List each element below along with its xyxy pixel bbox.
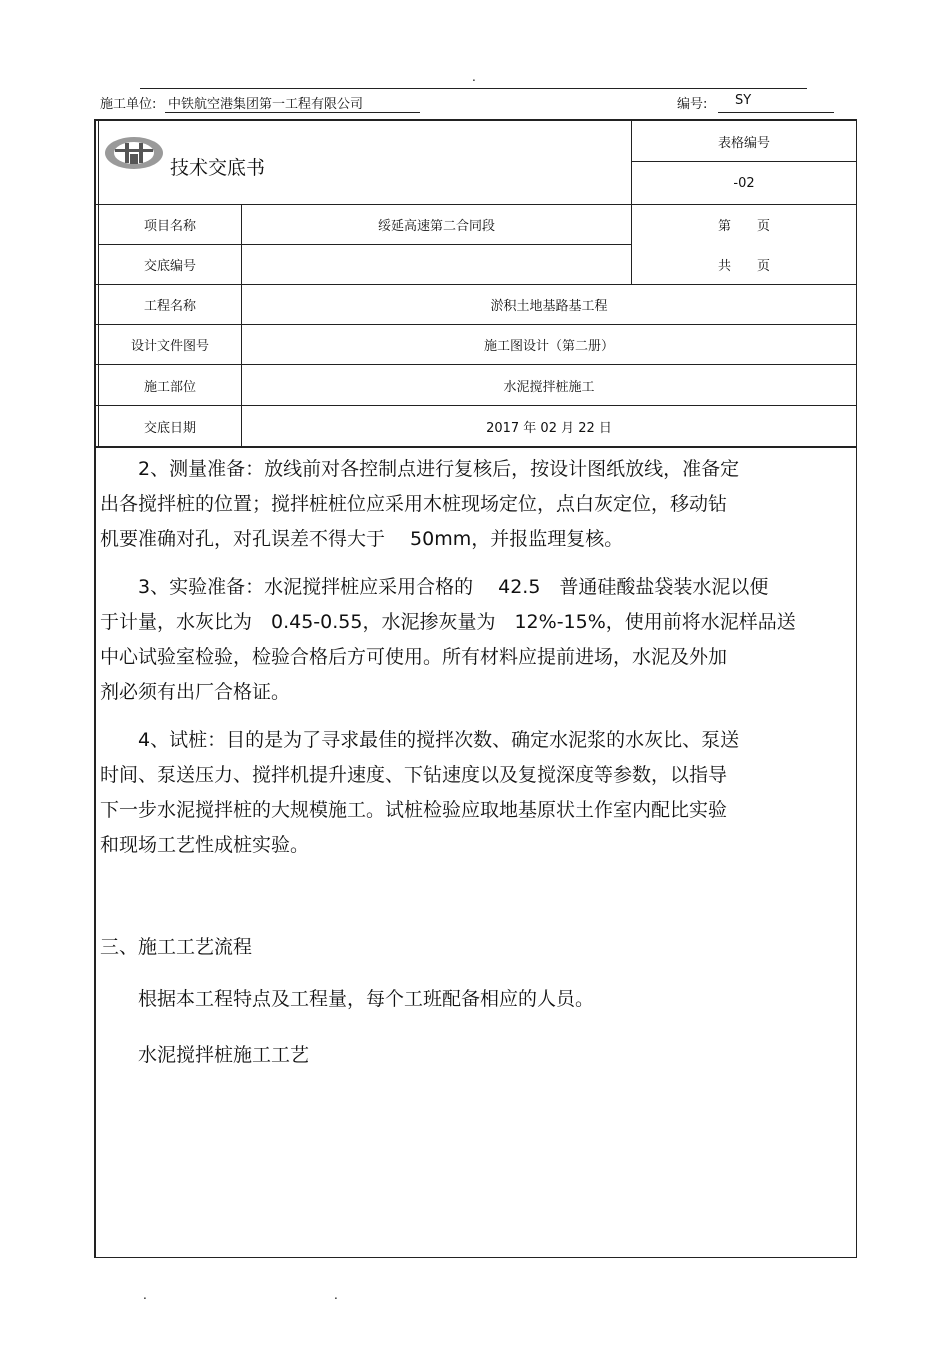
row-value-engineering-name: 淤积土地基路基工程 xyxy=(490,299,608,314)
total-pages-label: 共 页 xyxy=(717,259,770,274)
row-label-briefing-no: 交底编号 xyxy=(143,259,196,274)
text-line: 水泥搅拌桩施工工艺 xyxy=(100,1044,310,1066)
frame-bottom xyxy=(94,1257,857,1258)
construction-unit-value: 中铁航空港集团第一工程有限公司 xyxy=(168,97,364,112)
form-number-value: -02 xyxy=(733,175,755,191)
paragraph-survey-prep xyxy=(100,452,840,557)
text-line: 时间、泵送压力、搅拌机提升速度、下钻速度以及复搅深度等参数，以指导 xyxy=(100,764,728,786)
paragraph-trial-pile xyxy=(100,723,840,863)
text-line: 和现场工艺性成桩实验。 xyxy=(100,834,310,856)
row-label-design-drawing: 设计文件图号 xyxy=(130,339,209,354)
form-title: 技术交底书 xyxy=(170,157,266,179)
paragraph-staffing xyxy=(100,982,840,1017)
text-line: 下一步水泥搅拌桩的大规模施工。试桩检验应取地基原状土作室内配比实验 xyxy=(100,799,728,821)
unit-underline xyxy=(165,112,420,113)
row-label-construction-part: 施工部位 xyxy=(143,379,196,395)
construction-unit-label: 施工单位: xyxy=(100,97,157,112)
number-underline xyxy=(718,112,834,113)
number-value: SY xyxy=(735,93,752,108)
page-number-label: 第 页 xyxy=(717,219,770,234)
row-value-design-drawing: 施工图设计（第二册） xyxy=(483,339,614,354)
row-label-engineering-name: 工程名称 xyxy=(143,299,196,314)
form-number-label: 表格编号 xyxy=(717,135,770,151)
row-label-briefing-date: 交底日期 xyxy=(143,420,196,436)
row-value-briefing-no xyxy=(242,245,631,284)
header-top-rule xyxy=(140,88,807,89)
row-value-briefing-date: 2017 年 02 月 22 日 xyxy=(486,420,612,436)
text-line: 出各搅拌桩的位置；搅拌桩桩位应采用木桩现场定位，点白灰定位，移动钻 xyxy=(100,493,728,515)
company-logo-icon xyxy=(103,135,165,171)
text-line: 剂必须有出厂合格证。 xyxy=(100,681,291,703)
text-line: 4、试桩：目的是为了寻求最佳的搅拌次数、确定水泥浆的水灰比、泵送 xyxy=(100,729,740,751)
row-label-project-name: 项目名称 xyxy=(143,219,196,234)
top-dot: . xyxy=(472,70,476,84)
section-heading-process-flow xyxy=(100,930,840,965)
text-line: 3、实验准备：水泥搅拌桩应采用合格的 42.5 普通硅酸盐袋装水泥以便 xyxy=(100,576,769,598)
bottom-dot-left: . xyxy=(143,1288,147,1302)
text-line: 于计量，水灰比为 0.45-0.55，水泥掺灰量为 12%-15%，使用前将水泥样品送 xyxy=(100,611,796,633)
frame-left xyxy=(94,119,96,1258)
number-label: 编号: xyxy=(677,97,708,112)
row-line-7 xyxy=(94,446,857,448)
paragraph-process-title xyxy=(100,1038,840,1073)
text-line: 根据本工程特点及工程量，每个工班配备相应的人员。 xyxy=(100,988,595,1010)
text-line: 中心试验室检验，检验合格后方可使用。所有材料应提前进场，水泥及外加 xyxy=(100,646,728,668)
text-line: 机要准确对孔，对孔误差不得大于 50mm，并报监理复核。 xyxy=(100,528,624,550)
row-value-project-name: 绥延高速第二合同段 xyxy=(377,219,495,234)
bottom-dot-right: . xyxy=(334,1288,338,1302)
row-value-construction-part: 水泥搅拌桩施工 xyxy=(503,379,595,395)
text-line: 2、测量准备：放线前对各控制点进行复核后，按设计图纸放线，准备定 xyxy=(100,458,740,480)
paragraph-experiment-prep xyxy=(100,570,840,710)
frame-right xyxy=(856,119,857,1258)
section-heading-text: 三、施工工艺流程 xyxy=(100,936,253,958)
